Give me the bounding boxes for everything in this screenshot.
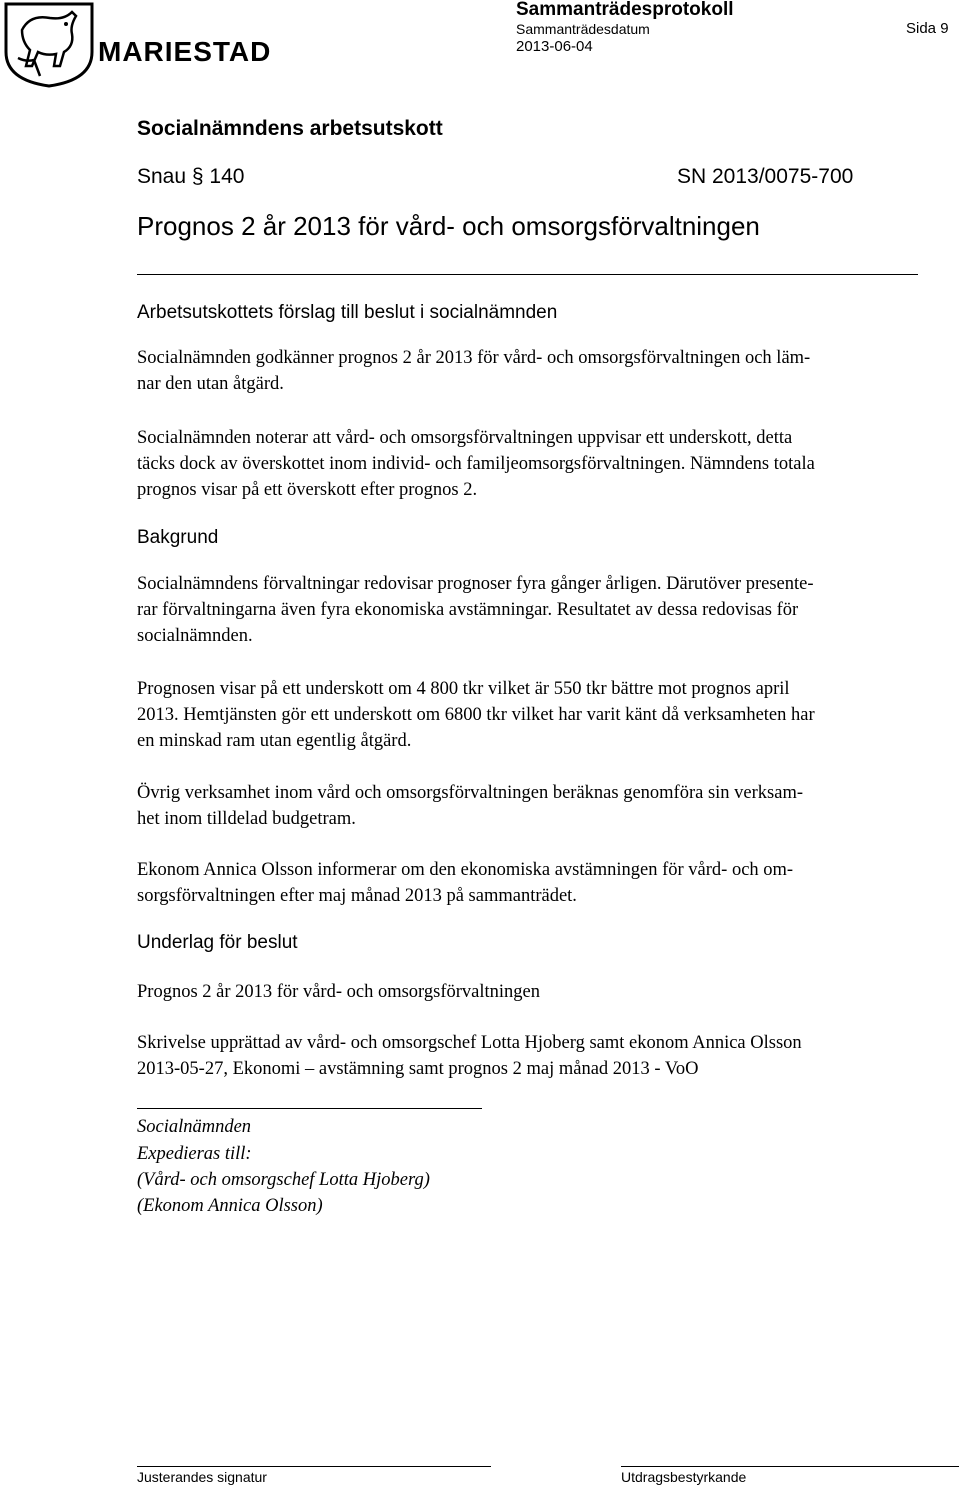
footer-signature-label: Justerandes signatur <box>137 1469 267 1485</box>
text-line: rar förvaltningarna även fyra ekonomiska avstämningar. Resultatet av dessa redovisas för <box>137 600 799 620</box>
text-line: Övrig verksamhet inom vård och omsorgsförvaltningen beräknas genomföra sin verksam- <box>137 783 803 803</box>
text-line: socialnämnden. <box>137 626 253 646</box>
text-line: 2013. Hemtjänsten gör ett underskott om 6800 tkr vilket har varit känt då verksamheten har <box>137 705 815 725</box>
paragraph <box>137 979 927 1005</box>
mariestad-crest-logo <box>0 0 96 88</box>
section-heading-background: Bakgrund <box>137 527 219 548</box>
meeting-date-value: 2013-06-04 <box>516 38 593 55</box>
page-number: Sida 9 <box>906 20 949 37</box>
text-line: Socialnämndens förvaltningar redovisar prognoser fyra gånger årligen. Därutöver presente- <box>137 574 814 594</box>
text-line: nar den utan åtgärd. <box>137 374 284 394</box>
heading-divider <box>137 274 918 275</box>
distribution-line: Socialnämnden <box>137 1117 252 1137</box>
paragraph <box>137 345 927 397</box>
meeting-date-label: Sammanträdesdatum <box>516 21 650 37</box>
paragraph <box>137 425 927 503</box>
text-line: het inom tilldelad budgetram. <box>137 809 356 829</box>
text-line: Socialnämnden noterar att vård- och omsorgsförvaltningen uppvisar ett underskott, detta <box>137 428 793 448</box>
distribution-line: Expedieras till: <box>137 1144 252 1164</box>
case-number: Snau § 140 <box>137 165 245 188</box>
paragraph <box>137 571 927 649</box>
text-line: prognos visar på ett överskott efter prognos 2. <box>137 480 478 500</box>
text-line: Socialnämnden godkänner prognos 2 år 2013 för vård- och omsorgsförvaltningen och läm- <box>137 348 811 368</box>
text-line: Prognos 2 år 2013 för vård- och omsorgsförvaltningen <box>137 982 540 1002</box>
section-heading-proposal: Arbetsutskottets förslag till beslut i socialnämnden <box>137 302 558 323</box>
distribution-line: (Ekonom Annica Olsson) <box>137 1196 323 1216</box>
signature-line <box>137 1466 491 1467</box>
text-line: en minskad ram utan egentlig åtgärd. <box>137 731 412 751</box>
protocol-title: Sammanträdesprotokoll <box>516 0 734 20</box>
text-line: 2013-05-27, Ekonomi – avstämning samt prognos 2 maj månad 2013 - VoO <box>137 1059 699 1079</box>
page-title: Prognos 2 år 2013 för vård- och omsorgsförvaltningen <box>137 211 760 241</box>
text-line: täcks dock av överskottet inom individ- och familjeomsorgsförvaltningen. Nämndens totala <box>137 454 815 474</box>
paragraph <box>137 857 927 909</box>
paragraph <box>137 1030 927 1082</box>
certification-line <box>621 1466 959 1467</box>
committee-name: Socialnämndens arbetsutskott <box>137 117 443 140</box>
text-line: Skrivelse upprättad av vård- och omsorgschef Lotta Hjoberg samt ekonom Annica Olsson <box>137 1033 802 1053</box>
footer-certification-label: Utdragsbestyrkande <box>621 1469 747 1485</box>
paragraph <box>137 780 927 832</box>
distribution-divider <box>137 1108 482 1109</box>
section-heading-basis: Underlag för beslut <box>137 932 298 953</box>
logo-wordmark: MARIESTAD <box>98 36 272 67</box>
text-line: sorgsförvaltningen efter maj månad 2013 på sammanträdet. <box>137 886 577 906</box>
text-line: Prognosen visar på ett underskott om 4 800 tkr vilket är 550 tkr bättre mot prognos april <box>137 679 790 699</box>
distribution-line: (Vård- och omsorgschef Lotta Hjoberg) <box>137 1170 430 1190</box>
diary-number: SN 2013/0075-700 <box>677 165 854 188</box>
text-line: Ekonom Annica Olsson informerar om den ekonomiska avstämningen för vård- och om- <box>137 860 794 880</box>
paragraph <box>137 676 927 754</box>
